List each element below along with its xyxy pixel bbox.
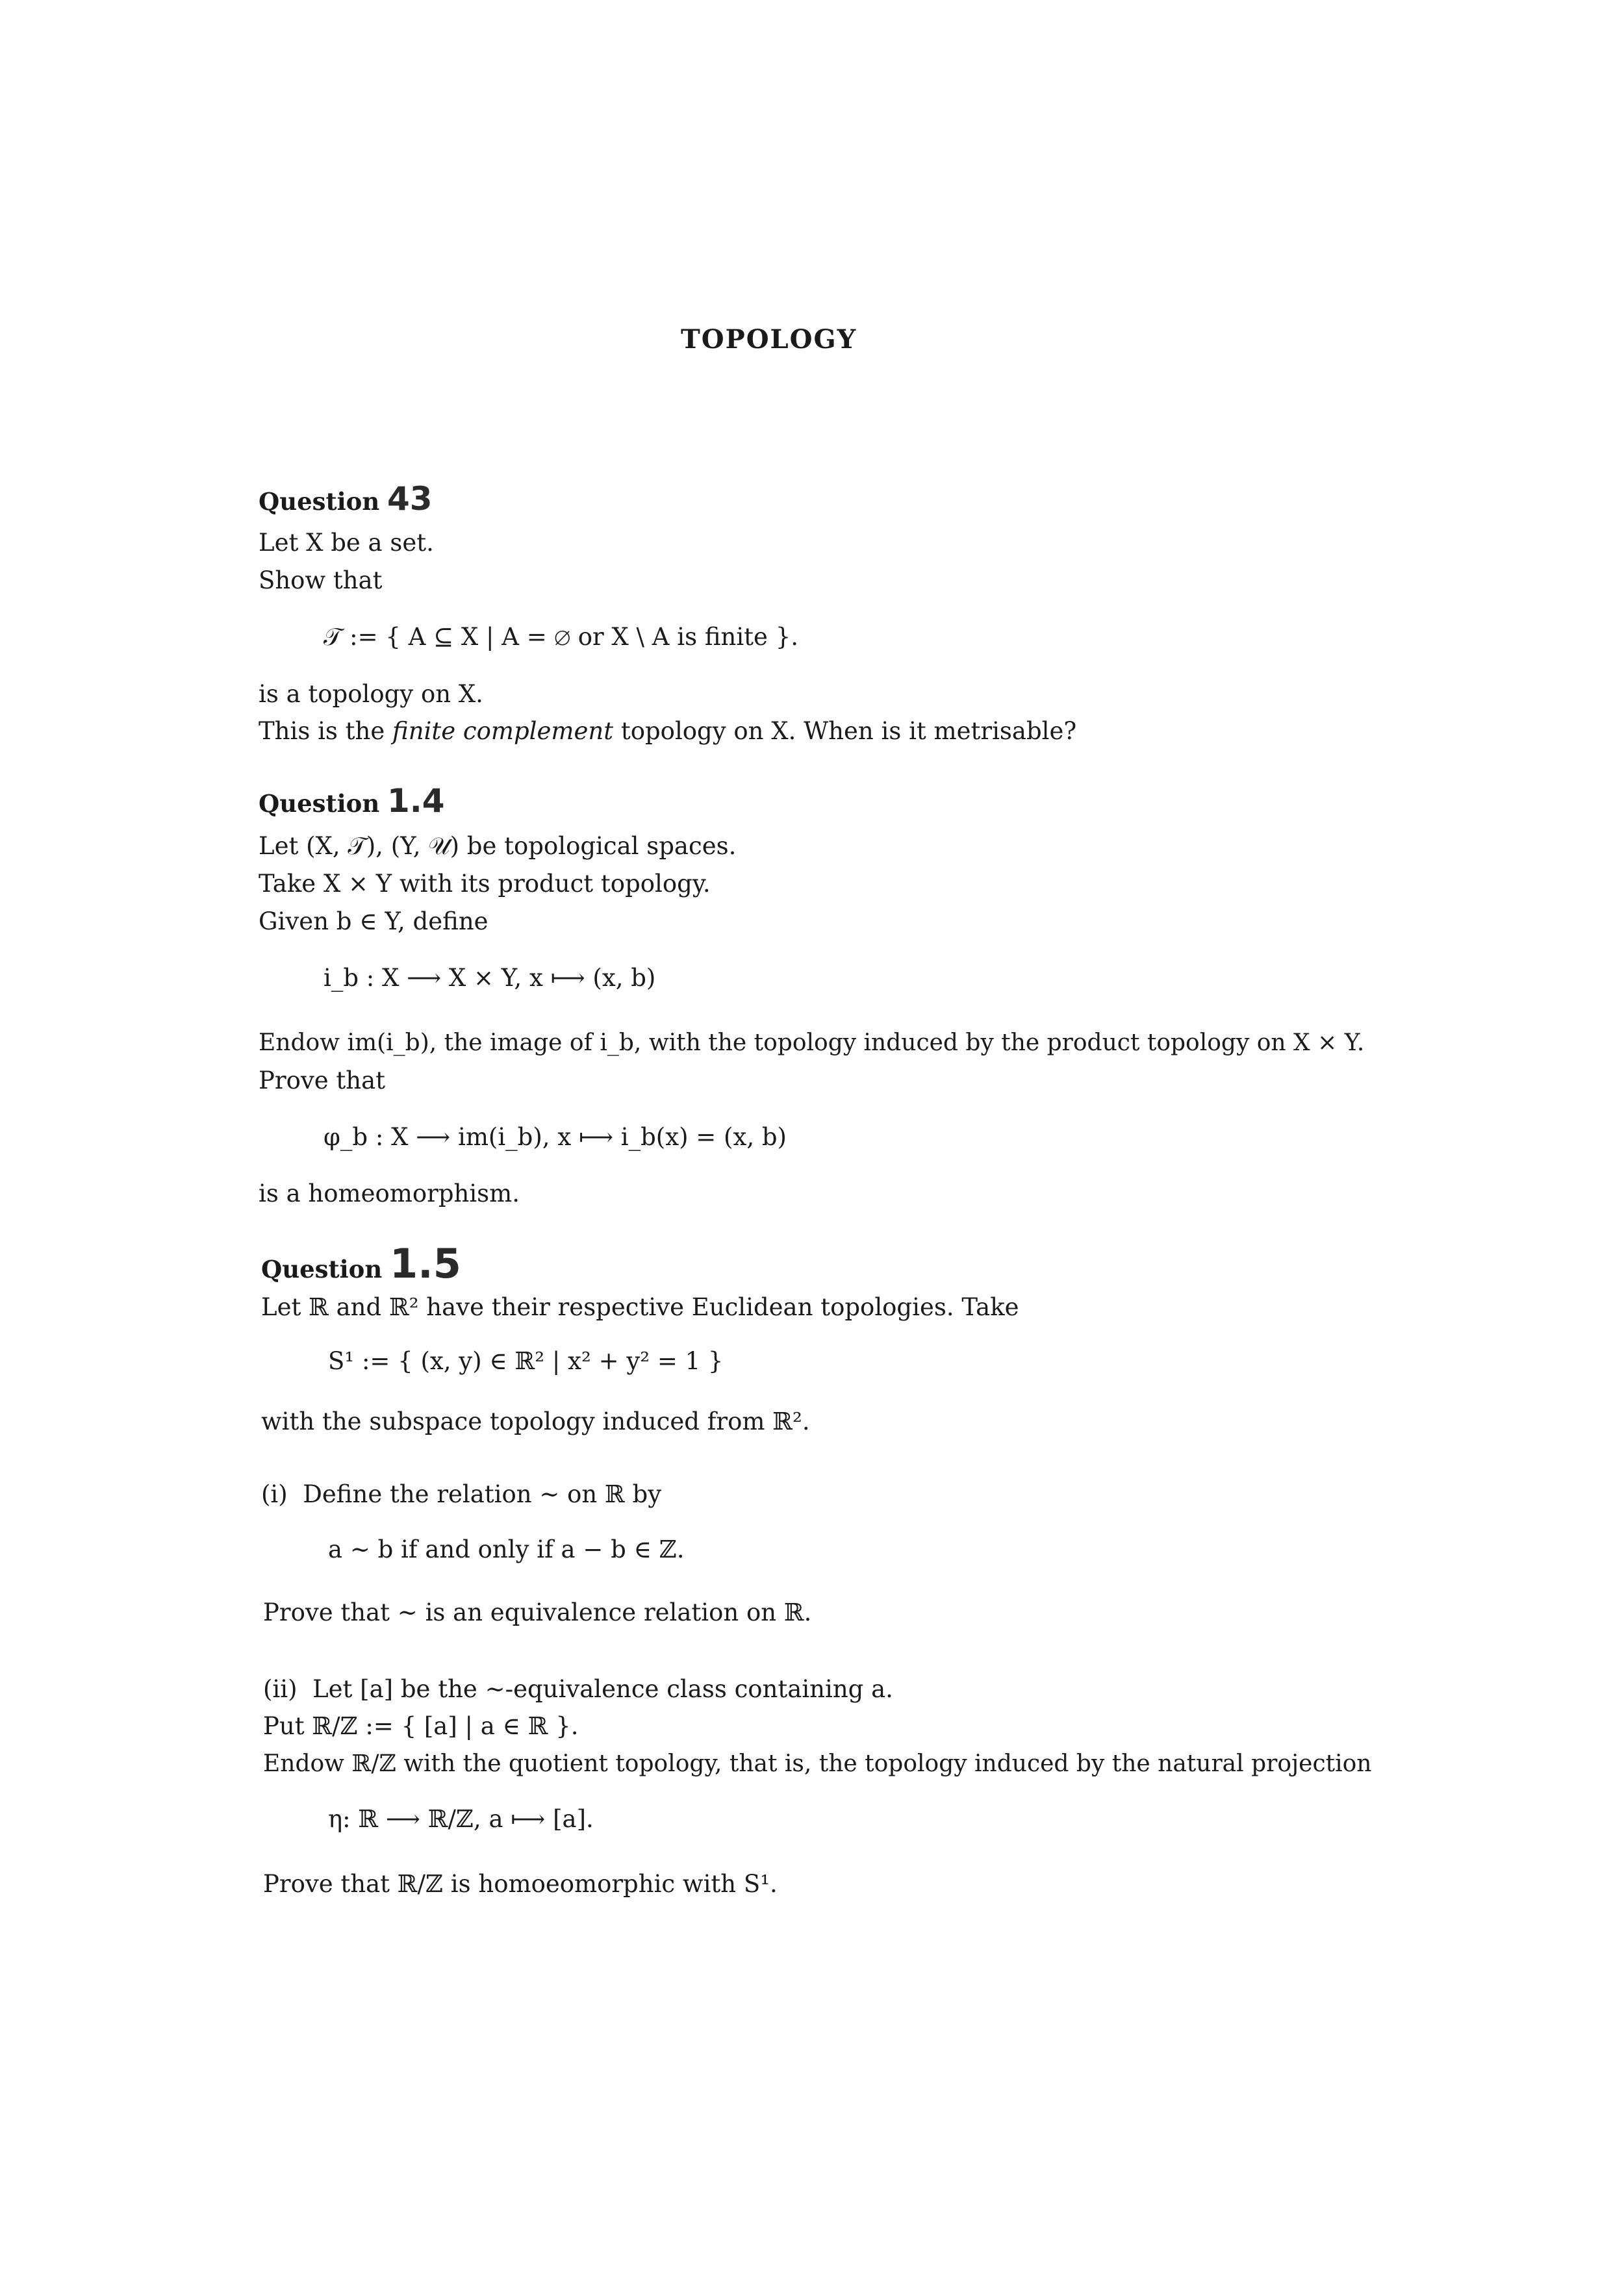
q3-line4-end: topology on X. When is it metrisable? [613, 717, 1077, 745]
question-3-heading [259, 481, 433, 518]
q3-line1: Let X be a set. [259, 529, 434, 557]
q3-line2: Show that [259, 566, 383, 594]
q5-line1: Let ℝ and ℝ² have their respective Euclidean topologies. Take [261, 1293, 1019, 1321]
q4-formula2: φ_b : X ⟶ im(i_b), x ⟼ i_b(x) = (x, b) [324, 1123, 787, 1151]
page-title: TOPOLOGY [681, 324, 857, 355]
q5-part1-prove: Prove that ~ is an equivalence relation on ℝ. [263, 1598, 812, 1626]
question-3-number-handwritten: 43 [387, 480, 433, 518]
q5-formula1: S¹ := { (x, y) ∈ ℝ² | x² + y² = 1 } [328, 1347, 724, 1375]
question-4-label: Question [259, 789, 380, 818]
q4-line2: Take X × Y with its product topology. [259, 870, 711, 898]
q5-part2-prove: Prove that ℝ/ℤ is homoeomorphic with S¹. [263, 1870, 778, 1898]
q3-line4 [259, 718, 1076, 746]
q5-part2 [263, 1676, 893, 1704]
q5-formula2: a ~ b if and only if a − b ∈ ℤ. [328, 1535, 685, 1563]
q3-line4-start: This is the [259, 717, 393, 745]
q5-part2-line3: Endow ℝ/ℤ with the quotient topology, that is, the topology induced by the natural projection [263, 1750, 1372, 1777]
question-5-number-handwritten: 1.5 [390, 1240, 461, 1287]
question-4-number-handwritten: 1.4 [387, 782, 445, 820]
q5-line2: with the subspace topology induced from ℝ². [261, 1408, 810, 1435]
q5-part2-line2: Put ℝ/ℤ := { [a] | a ∈ ℝ }. [263, 1712, 579, 1740]
q3-line3: is a topology on X. [259, 680, 483, 708]
q4-line6: is a homeomorphism. [259, 1180, 520, 1207]
q4-line1: Let (X, 𝒯), (Y, 𝒰) be topological spaces. [259, 832, 737, 860]
question-4-heading [259, 783, 445, 820]
q4-line5: Prove that [259, 1067, 386, 1094]
q5-part2-label: (ii) [263, 1675, 298, 1703]
q4-line4: Endow im(i_b), the image of i_b, with the topology induced by the product topology on X × Y. [259, 1029, 1365, 1056]
q5-formula3: η: ℝ ⟶ ℝ/ℤ, a ⟼ [a]. [328, 1805, 594, 1833]
question-5-label: Question [261, 1255, 383, 1283]
q5-part1 [261, 1481, 661, 1509]
q5-part1-text: Define the relation ~ on ℝ by [303, 1480, 662, 1508]
q4-line3: Given b ∈ Y, define [259, 907, 488, 935]
q4-formula1: i_b : X ⟶ X × Y, x ⟼ (x, b) [324, 964, 656, 992]
question-3-label: Question [259, 487, 380, 516]
q5-part1-label: (i) [261, 1480, 288, 1508]
q5-part2-line1: Let [a] be the ~-equivalence class containing a. [312, 1675, 893, 1703]
q3-emphasis: finite complement [392, 717, 614, 745]
q3-formula: 𝒯 := { A ⊆ X | A = ∅ or X \ A is finite }. [324, 623, 798, 651]
question-5-heading [261, 1241, 461, 1287]
